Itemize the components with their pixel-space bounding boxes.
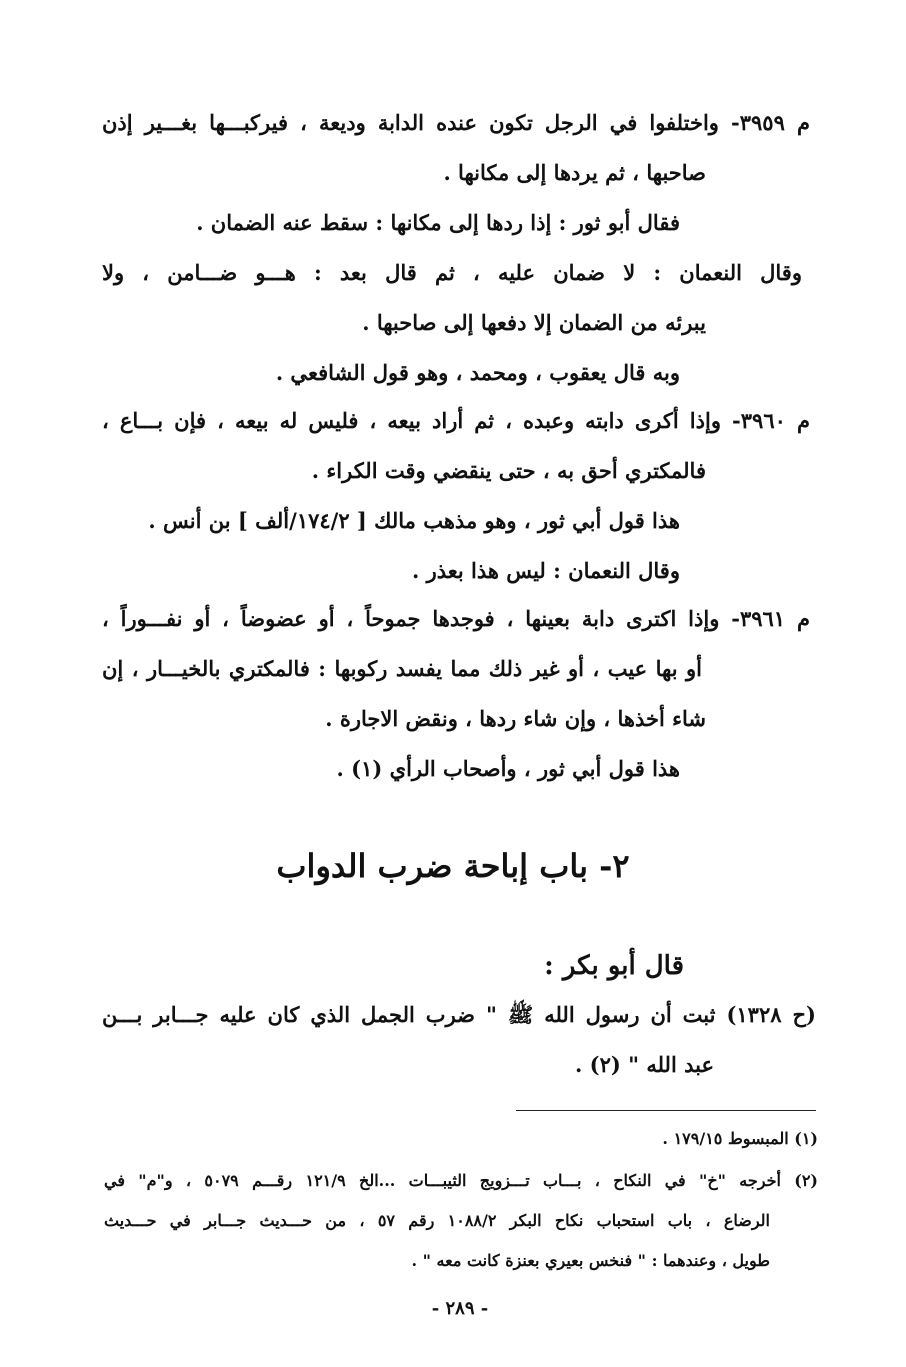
- footnote-2-line-2: الرضاع ، باب استحباب نكاح البكر ١٠٨٨/٢ رقم ٥٧ ، من حـــديث جـــابر في حـــديث: [104, 1211, 770, 1230]
- section-intro: قال أبو بكر :: [544, 951, 684, 981]
- hadith-line-1: (ح ١٣٢٨) ثبت أن رسول الله ﷺ " ضرب الجمل الذي كان عليه جـــابر بـــن: [102, 1002, 816, 1027]
- para-3960-line-2: فالمكتري أحق به ، حتى ينقضي وقت الكراء .: [311, 458, 706, 483]
- para-3960-line-4: وقال النعمان : ليس هذا بعذر .: [411, 558, 680, 583]
- para-3960-line-1: م ٣٩٦٠- وإذا أكرى دابته وعبده ، ثم أراد بيعه ، فليس له بيعه ، فإن بـــاع ،: [102, 408, 810, 433]
- hadith-line-2: عبد الله " (٢) .: [575, 1052, 714, 1077]
- footnote-1: (١) المبسوط ١٧٩/١٥ .: [662, 1129, 818, 1148]
- para-3959-line-6: وبه قال يعقوب ، ومحمد ، وهو قول الشافعي .: [275, 360, 680, 385]
- para-3959-line-1: م ٣٩٥٩- واختلفوا في الرجل تكون عنده الدابة وديعة ، فيركبـــها بغـــير إذن: [102, 110, 810, 135]
- footnote-2-line-3: طويل ، وعندهما : " فنخس بعيري بعنزة كانت معه " .: [411, 1251, 770, 1270]
- para-3961-line-1: م ٣٩٦١- وإذا اكترى دابة بعينها ، فوجدها جموحاً ، أو عضوضاً ، أو نفـــوراً ،: [102, 606, 810, 631]
- footnote-separator: [516, 1110, 816, 1111]
- para-3961-line-3: شاء أخذها ، وإن شاء ردها ، ونقض الاجارة .: [325, 706, 706, 731]
- page-number: - ٢٨٩ -: [431, 1298, 489, 1319]
- para-3961-line-4: هذا قول أبي ثور ، وأصحاب الرأي (١) .: [336, 756, 680, 781]
- para-3959-line-5: يبرئه من الضمان إلا دفعها إلى صاحبها .: [362, 310, 706, 335]
- para-3959-line-2: صاحبها ، ثم يردها إلى مكانها .: [443, 160, 706, 185]
- para-3960-line-3: هذا قول أبي ثور ، وهو مذهب مالك [ ١٧٤/٢/ألف ] بن أنس .: [148, 508, 680, 533]
- para-3961-line-2: أو بها عيب ، أو غير ذلك مما يفسد ركوبها : فالمكتري بالخيـــار ، إن: [102, 656, 702, 681]
- footnote-2-line-1: (٢) أخرجه "خ" في النكاح ، بـــاب تـــزويج الثيبـــات ...الخ ١٢١/٩ رقـــم ٥٠٧٩ ، و"م" في: [104, 1171, 818, 1190]
- para-3959-line-3: فقال أبو ثور : إذا ردها إلى مكانها : سقط عنه الضمان .: [196, 210, 680, 235]
- para-3959-line-4: وقال النعمان : لا ضمان عليه ، ثم قال بعد : هـــو ضـــامن ، ولا: [102, 260, 802, 285]
- chapter-heading: ٢- باب إباحة ضرب الدواب: [276, 847, 630, 885]
